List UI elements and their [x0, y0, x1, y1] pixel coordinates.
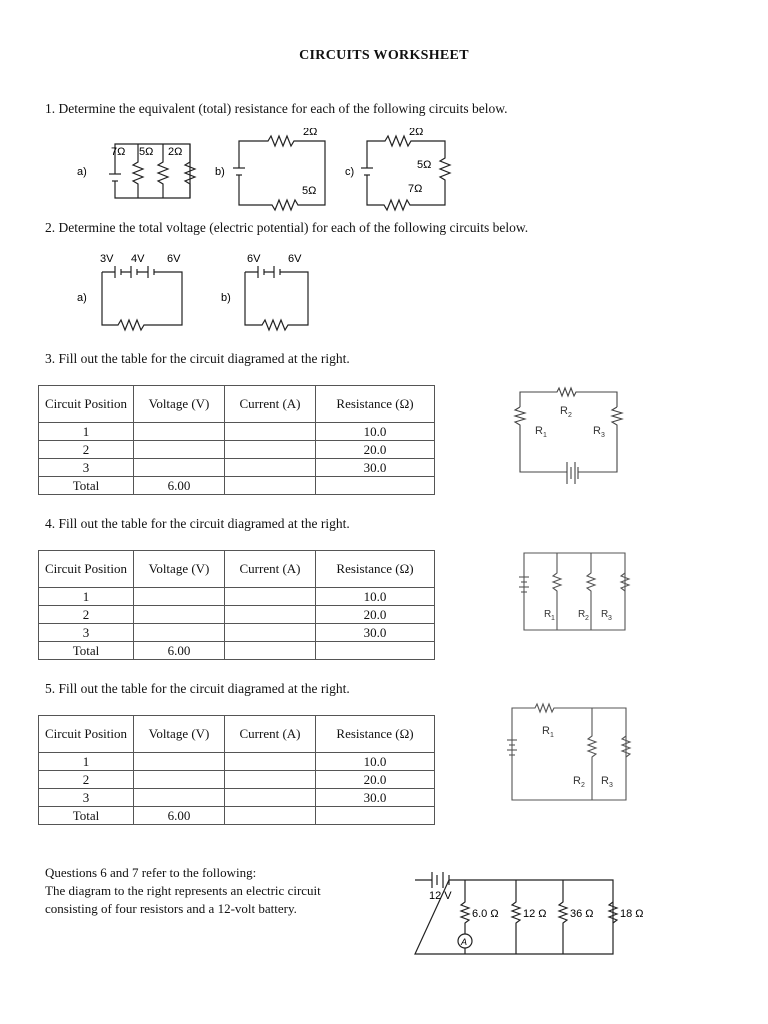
table-row	[39, 459, 435, 477]
table-cell: Total	[39, 477, 134, 495]
table-cell: 10.0	[316, 753, 435, 771]
q2b-v1: 6V	[247, 253, 261, 265]
col-circuit-position: Circuit Position	[39, 386, 134, 423]
table-cell: Voltage (V)	[134, 551, 225, 588]
table-cell: 6.00	[134, 807, 225, 825]
q3-r2-label: R	[560, 405, 568, 417]
resistor-subscript: 3	[608, 615, 612, 622]
table-cell	[134, 459, 225, 477]
table-cell: 1	[39, 753, 134, 771]
q5-r1-label: R	[542, 725, 550, 737]
q1a-label: a)	[77, 166, 87, 178]
col-resistance: Resistance (Ω)	[316, 386, 435, 423]
q67-text	[45, 864, 345, 918]
q1a-r1: 7Ω	[111, 146, 126, 158]
q2a-v2: 4V	[131, 253, 145, 265]
table-cell: Total	[39, 642, 134, 660]
col-current: Current (A)	[225, 386, 316, 423]
q4-r1-label: R	[544, 609, 552, 620]
q4-table	[38, 550, 435, 660]
table-cell: 2	[39, 441, 134, 459]
resistor-subscript: 3	[609, 782, 613, 789]
table-cell	[225, 771, 316, 789]
table-cell: Current (A)	[225, 716, 316, 753]
q1c-r3: 7Ω	[408, 183, 423, 195]
table-cell: 6.00	[134, 477, 225, 495]
resistor-2-label: 12 Ω	[523, 908, 547, 920]
table-row-total	[39, 807, 435, 825]
q2a-v3: 6V	[167, 253, 181, 265]
table-row	[39, 771, 435, 789]
table-cell	[225, 423, 316, 441]
q2-circuits-diagram	[75, 248, 335, 333]
table-cell: 30.0	[316, 624, 435, 642]
table-cell	[225, 459, 316, 477]
table-row	[39, 789, 435, 807]
table-cell: 1	[39, 588, 134, 606]
resistor-3-label: 36 Ω	[570, 908, 594, 920]
q2a-v1: 3V	[100, 253, 114, 265]
table-cell	[225, 642, 316, 660]
q3-r1-label: R	[535, 425, 543, 437]
q3-r3-label: R	[593, 425, 601, 437]
q5-table	[38, 715, 435, 825]
table-cell	[134, 753, 225, 771]
table-cell: Current (A)	[225, 551, 316, 588]
question-5: 5. Fill out the table for the circuit diagramed at the right.	[45, 681, 350, 696]
q1b-r2: 5Ω	[302, 185, 317, 197]
q67-body: The diagram to the right represents an electric circuit consisting of four resistors and a 12-volt battery.	[45, 883, 321, 916]
page-title: CIRCUITS WORKSHEET	[299, 48, 469, 63]
table-cell	[134, 423, 225, 441]
q5-r3-label: R	[601, 775, 609, 787]
q1b-r1: 2Ω	[303, 128, 318, 138]
question-1: 1. Determine the equivalent (total) resistance for each of the following circuits below.	[45, 101, 508, 116]
q3-series-circuit	[505, 372, 635, 497]
q2b-label: b)	[221, 292, 231, 304]
table-cell	[134, 441, 225, 459]
table-cell: 6.00	[134, 642, 225, 660]
table-row	[39, 624, 435, 642]
resistor-subscript: 2	[581, 782, 585, 789]
battery-label: 12 V	[429, 890, 452, 902]
col-voltage: Voltage (V)	[134, 386, 225, 423]
table-cell: 30.0	[316, 789, 435, 807]
table-row-total	[39, 642, 435, 660]
q67-parallel-circuit	[410, 862, 660, 962]
q67-intro: Questions 6 and 7 refer to the following:	[45, 865, 257, 880]
q2a-label: a)	[77, 292, 87, 304]
q4-r2-label: R	[578, 609, 586, 620]
table-cell: Circuit Position	[39, 551, 134, 588]
resistor-subscript: 1	[543, 432, 547, 439]
table-cell	[225, 441, 316, 459]
resistor-subscript: 2	[568, 412, 572, 419]
q1c-r1: 2Ω	[409, 128, 424, 138]
table-cell	[134, 771, 225, 789]
q2b-v2: 6V	[288, 253, 302, 265]
q5-combination-circuit	[500, 698, 640, 806]
table-cell: 3	[39, 624, 134, 642]
table-cell: 10.0	[316, 423, 435, 441]
table-cell	[134, 588, 225, 606]
table-cell	[316, 807, 435, 825]
q1a-r2: 5Ω	[139, 146, 154, 158]
q1a-r3: 2Ω	[168, 146, 183, 158]
resistor-4-label: 18 Ω	[620, 908, 644, 920]
q1-circuits-diagram	[75, 128, 485, 213]
table-cell: 3	[39, 789, 134, 807]
q1b-label: b)	[215, 166, 225, 178]
q1c-label: c)	[345, 166, 355, 178]
table-cell	[134, 606, 225, 624]
q4-r3-label: R	[601, 609, 609, 620]
table-row-total	[39, 477, 435, 495]
table-cell	[225, 753, 316, 771]
question-2: 2. Determine the total voltage (electric potential) for each of the following circuits below.	[45, 220, 529, 235]
table-cell	[225, 624, 316, 642]
table-row	[39, 606, 435, 624]
table-cell	[225, 606, 316, 624]
q1c-r2: 5Ω	[417, 159, 432, 171]
table-cell	[134, 789, 225, 807]
table-cell: Total	[39, 807, 134, 825]
table-cell	[316, 642, 435, 660]
table-cell: 20.0	[316, 606, 435, 624]
table-cell: 1	[39, 423, 134, 441]
q5-r2-label: R	[573, 775, 581, 787]
table-cell: 2	[39, 771, 134, 789]
table-row	[39, 588, 435, 606]
table-cell	[225, 789, 316, 807]
table-cell: Voltage (V)	[134, 716, 225, 753]
table-cell: 10.0	[316, 588, 435, 606]
resistor-subscript: 1	[551, 615, 555, 622]
table-cell	[225, 477, 316, 495]
table-cell: 20.0	[316, 771, 435, 789]
table-cell: 2	[39, 606, 134, 624]
table-cell: Resistance (Ω)	[316, 716, 435, 753]
q3-table	[38, 385, 435, 495]
resistor-1-label: 6.0 Ω	[472, 908, 499, 920]
table-row	[39, 441, 435, 459]
table-row	[39, 753, 435, 771]
resistor-subscript: 2	[585, 615, 589, 622]
table-cell: 3	[39, 459, 134, 477]
ammeter-icon: A	[461, 937, 468, 947]
table-cell	[225, 807, 316, 825]
table-cell	[225, 588, 316, 606]
question-4: 4. Fill out the table for the circuit diagramed at the right.	[45, 516, 350, 531]
q4-parallel-circuit	[515, 545, 635, 637]
question-3: 3. Fill out the table for the circuit diagramed at the right.	[45, 351, 350, 366]
table-cell: Resistance (Ω)	[316, 551, 435, 588]
table-cell	[134, 624, 225, 642]
resistor-subscript: 1	[550, 732, 554, 739]
table-cell	[316, 477, 435, 495]
table-row	[39, 423, 435, 441]
table-cell: 30.0	[316, 459, 435, 477]
table-cell: 20.0	[316, 441, 435, 459]
table-cell: Circuit Position	[39, 716, 134, 753]
resistor-subscript: 3	[601, 432, 605, 439]
